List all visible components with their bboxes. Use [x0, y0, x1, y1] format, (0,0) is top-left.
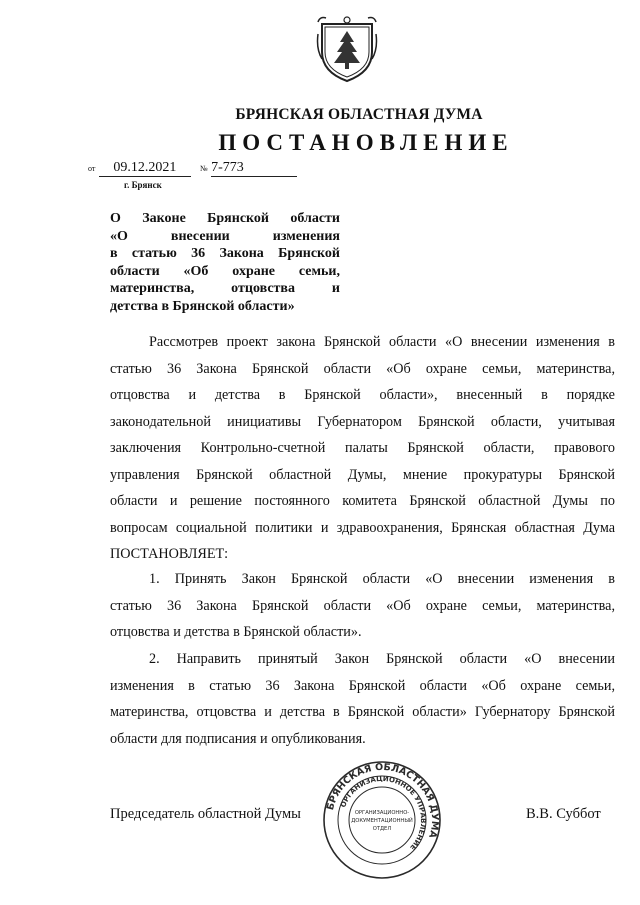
document-date: 09.12.2021: [99, 160, 191, 177]
svg-text:ОРГАНИЗАЦИОННО-: ОРГАНИЗАЦИОННО-: [354, 810, 410, 816]
heading-line: «О внесении изменения: [110, 228, 340, 244]
svg-text:ОТДЕЛ: ОТДЕЛ: [372, 826, 392, 832]
text-line: заключения Контрольно-счетной палаты Брянской области, правового: [110, 440, 615, 456]
text-line: законодательной инициативы Губернатором Брянской области, учитывая: [110, 413, 615, 430]
date-prefix: от: [88, 164, 96, 173]
text-line: 2. Направить принятый Закон Брянской области «О внесении: [149, 651, 615, 667]
document-number: 7-773: [211, 160, 297, 177]
svg-text:БРЯНСКАЯ ОБЛАСТНАЯ ДУМА: БРЯНСКАЯ ОБЛАСТНАЯ ДУМА: [325, 761, 441, 840]
city: г. Брянск: [124, 180, 162, 190]
text-line: Рассмотрев проект закона Брянской области «О внесении изменения в: [149, 334, 615, 350]
signatory-name: В.В. Суббот: [526, 806, 601, 822]
text-line: ПОСТАНОВЛЯЕТ:: [110, 546, 229, 562]
number-prefix: №: [200, 164, 208, 173]
heading-line: детства в Брянской области»: [110, 298, 295, 314]
text-line: отцовства и детства в Брянской области», внесенный в порядке: [110, 387, 615, 403]
text-line: области и решение постоянного комитета Брянской областной Думы по: [110, 493, 615, 509]
text-line: изменения в статью 36 Закона Брянской области «Об охране семьи,: [110, 677, 615, 694]
svg-text:ДОКУМЕНТАЦИОННЫЙ: ДОКУМЕНТАЦИОННЫЙ: [351, 818, 413, 824]
date-line: [88, 160, 191, 177]
heading-line: области «Об охране семьи,: [110, 263, 340, 279]
official-stamp: [322, 760, 442, 880]
document-heading: [110, 210, 340, 315]
number-line: [200, 160, 297, 177]
text-line: статью 36 Закона Брянской области «Об охране семьи, материнства,: [110, 360, 615, 377]
item-2-paragraph: [110, 646, 615, 752]
text-line: статью 36 Закона Брянской области «Об охране семьи, материнства,: [110, 597, 615, 614]
heading-line: в статью 36 Закона Брянской: [110, 246, 340, 261]
document-type: ПОСТАНОВЛЕНИЕ: [218, 130, 514, 155]
text-line: управления Брянской областной Думы, мнение прокуратуры Брянской: [110, 466, 615, 483]
heading-line: О Законе Брянской области: [110, 211, 340, 226]
text-line: области для подписания и опубликования.: [110, 730, 366, 747]
preamble-paragraph: [110, 329, 615, 568]
text-line: 1. Принять Закон Брянской области «О внесении изменения в: [149, 571, 615, 587]
coat-of-arms-icon: [316, 14, 378, 84]
item-1-paragraph: [110, 566, 615, 646]
text-line: материнства, отцовства и детства в Брянской области» Губернатору Брянской: [110, 704, 615, 720]
text-line: отцовства и детства в Брянской области».: [110, 624, 362, 640]
text-line: вопросам социальной политики и здравоохранения, Брянская областная Дума: [110, 519, 615, 536]
organization-name: БРЯНСКАЯ ОБЛАСТНАЯ ДУМА: [235, 106, 483, 123]
svg-text:ОРГАНИЗАЦИОННОЕ УПРАВЛЕНИЕ: ОРГАНИЗАЦИОННОЕ УПРАВЛЕНИЕ: [339, 774, 428, 852]
signatory-position: Председатель областной Думы: [110, 806, 301, 822]
heading-line: материнства, отцовства и: [110, 281, 340, 296]
